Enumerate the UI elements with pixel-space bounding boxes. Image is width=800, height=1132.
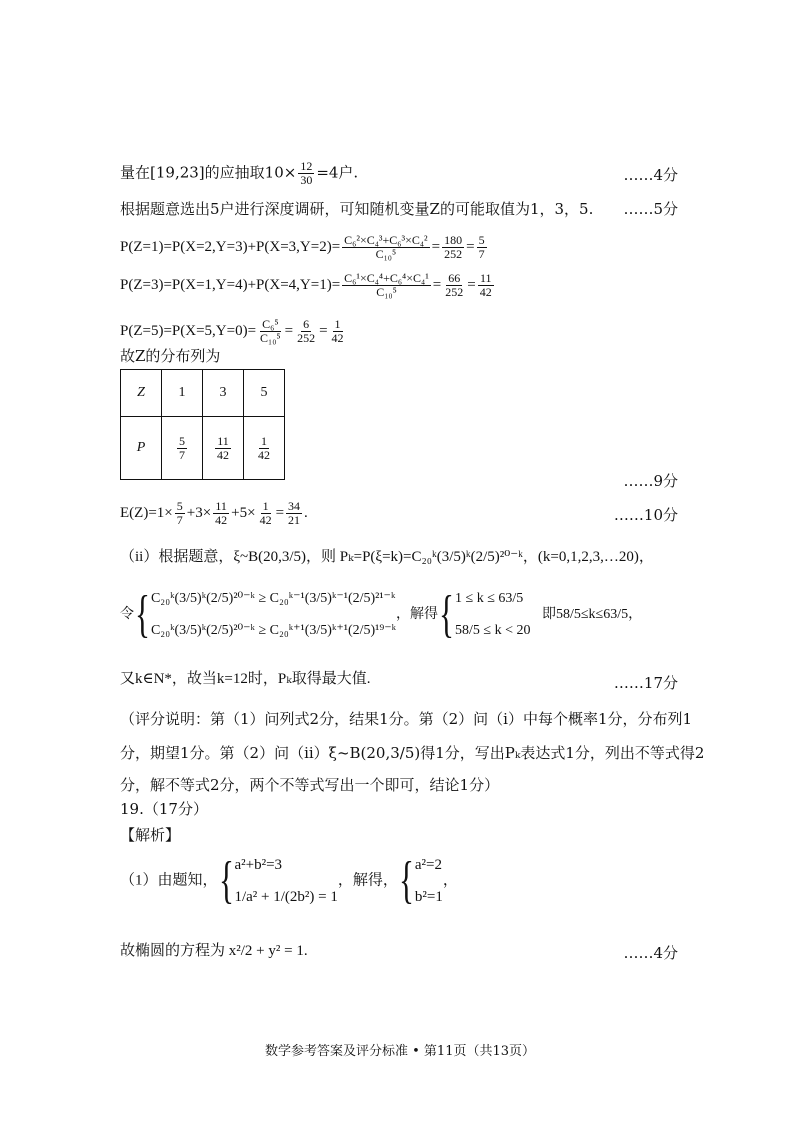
table-cell: 1 [162,370,203,417]
line-pz3: P(Z=3)=P(X=1,Y=4)+P(X=4,Y=1)= $\frac{\text{C₆¹×C₄⁴+C₆⁴×C₄¹}}{\text{C₁₀⁵}}$ = $\frac{66}{252}$ = $\frac{11}{42}$ [120,271,492,299]
scoring-note-2: 分，期望1分。第（2）问（ii）ξ~B(20,3/5)得1分，写出Pₖ表达式1分，列出不等式得2 [120,744,705,762]
score-4: ……4分 [623,166,678,184]
score-4b: ……4分 [623,944,678,962]
page-footer: 数学参考答案及评分标准 • 第11页（共13页） [264,1044,536,1059]
table-cell: Z [121,370,162,417]
scoring-note-3: 分，解不等式2分，两个不等式写出一个即可，结论1分） [120,776,500,794]
fraction: $\frac{12}{30}$ [300,159,313,187]
line-expectation: E(Z)=1× $\frac{5}{7}$ +3× $\frac{11}{42}$ +5× $\frac{1}{42}$ = $\frac{34}{21}$ . [120,499,308,527]
scoring-note-1: （评分说明：第（1）问列式2分，结果1分。第（2）问（i）中每个概率1分，分布列1 [120,710,693,728]
question-19-header: 19.（17分） [120,800,208,818]
inequality-system: 令{ C₂₀ᵏ(3/5)ᵏ(2/5)²⁰⁻ᵏ ≥ C₂₀ᵏ⁻¹(3/5)ᵏ⁻¹(2/5)²¹⁻ᵏ C₂₀ᵏ(3/5)ᵏ(2/5)²⁰⁻ᵏ ≥ C₂₀ᵏ⁺¹(3/5)ᵏ⁺¹(2/5)¹⁹⁻ᵏ ，解得{ 1 ≤ k ≤ 63/5 58/5 ≤ k < 20 即58/5≤k≤63/5， [120,586,643,643]
score-5: ……5分 [623,200,678,218]
table-cell: $\frac{1}{42}$ [244,417,285,480]
table-cell: 3 [203,370,244,417]
table-row [121,417,285,480]
part1-system: （1）由题知，{ a²+b²=3 1/a² + 1/(2b²) = 1 ，解得，{ a²=2 b²=1 ， [120,852,458,909]
line-pz1: P(Z=1)=P(X=2,Y=3)+P(X=3,Y=2)= $\frac{\text{C₆²×C₄³+C₆³×C₄²}}{\text{C₁₀⁵}}$ = $\frac{180}{252}$ = $\frac{5}{7}$ [120,233,485,261]
line-sampling [120,160,358,187]
score-9: ……9分 [623,472,678,490]
line-conclusion: 又k∈N*，故当k=12时，Pₖ取得最大值. [120,671,371,687]
table-cell: $\frac{11}{42}$ [203,417,244,480]
table-cell: $\frac{5}{7}$ [162,417,203,480]
line-binomial: （ii）根据题意，ξ~B(20,3/5)，则 Pₖ=P(ξ=k)=C₂₀ᵏ(3/5)ᵏ(2/5)²⁰⁻ᵏ，(k=0,1,2,3,…20)， [120,549,654,565]
line-pz5: P(Z=5)=P(X=5,Y=0)= $\frac{\text{C₆⁵}}{\text{C₁₀⁵}}$ = $\frac{6}{252}$ = $\frac{1}{42}$ [120,317,344,345]
sampling-text: 量在[19,23]的应抽取10× [120,163,297,182]
distribution-table [120,369,285,480]
line-distribution-intro: 故Z的分布列为 [120,347,221,365]
analysis-header: 【解析】 [120,826,181,844]
sampling-tail: =4户. [316,163,359,182]
line-random-variable: 根据题意选出5户进行深度调研，可知随机变量Z的可能取值为1，3，5. [120,200,594,218]
score-17: ……17分 [613,674,678,692]
table-cell: P [121,417,162,480]
ellipse-equation: 故椭圆的方程为 x²/2 + y² = 1. [120,943,308,959]
table-row [121,370,285,417]
table-cell: 5 [244,370,285,417]
score-10: ……10分 [613,506,678,524]
